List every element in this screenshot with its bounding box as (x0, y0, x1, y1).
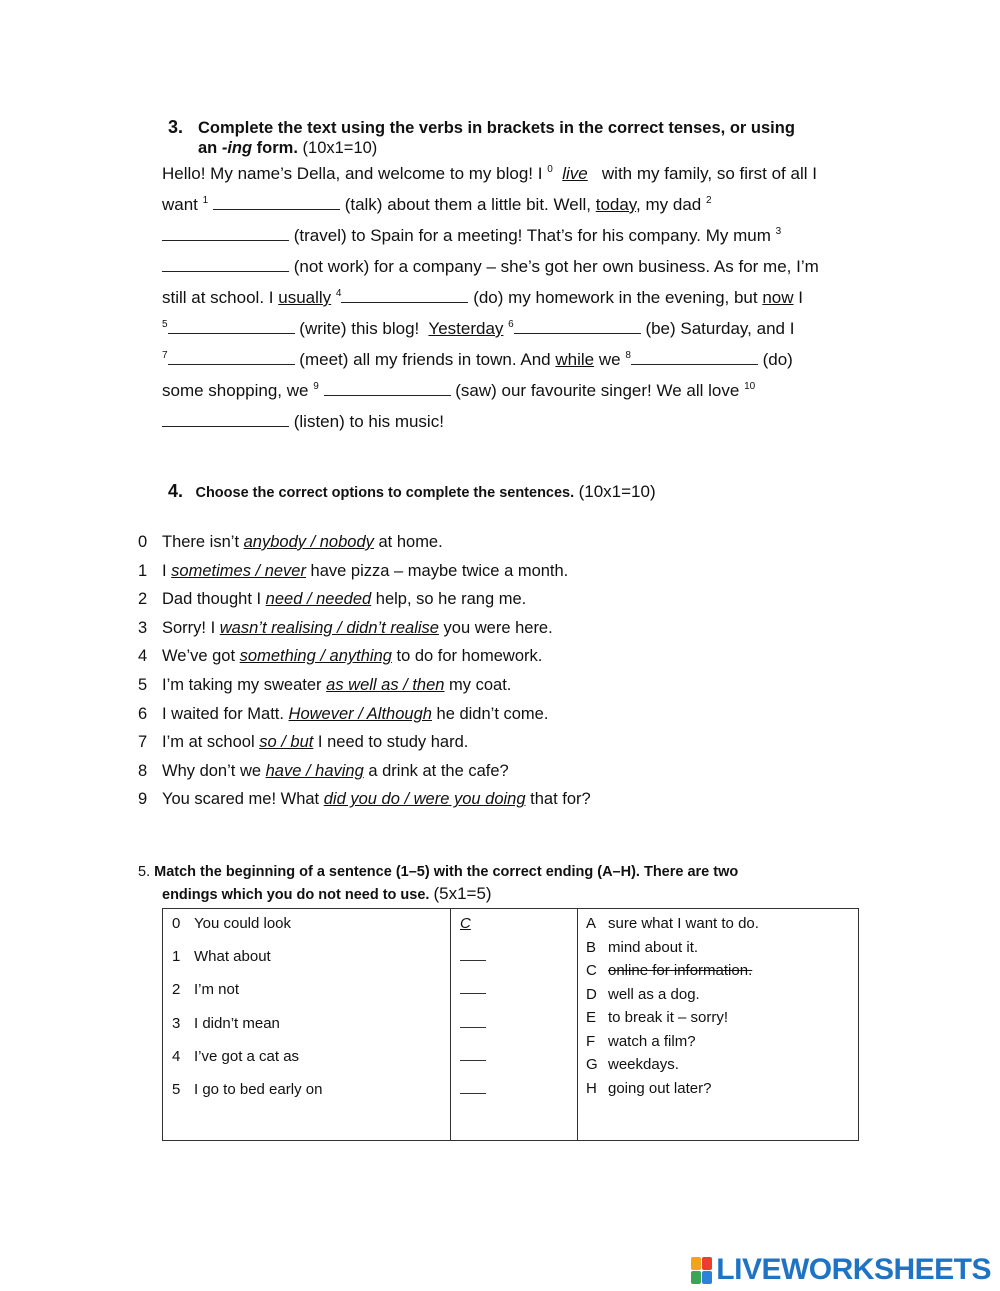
list-item: 0 There isn’t anybody / nobody at home. (138, 533, 443, 551)
option-pair[interactable]: wasn’t realising / didn’t realise (219, 618, 439, 637)
logo-text: LIVEWORKSHEETS (716, 1253, 991, 1286)
answer-cell (451, 973, 577, 1006)
option-pair[interactable]: did you do / were you doing (323, 790, 526, 809)
answer-blank[interactable] (460, 942, 486, 961)
text-line-8: some shopping, we $^9$ (saw) our favourite singer! We all love $^{10}$ (162, 381, 756, 400)
ending-row: E to break it – sorry! (586, 1009, 729, 1026)
text-line-1: Hello! My name’s Della, and welcome to my blog! I $^0$ live with my family, so first of all I (162, 164, 817, 183)
beginning-row: 3 I didn’t mean (172, 1014, 280, 1032)
answer-blank-6[interactable] (514, 318, 641, 334)
section-5-header-2 (162, 883, 492, 906)
section-4-instruction: Choose the correct options to complete the sentences. (195, 485, 575, 501)
list-item: 4 We’ve got something / anything to do for homework. (138, 647, 543, 666)
list-item: 8 Why don’t we have / having a drink at the cafe? (138, 761, 509, 780)
text-line-9: (listen) to his music! (162, 406, 862, 437)
answer-blank[interactable] (460, 975, 486, 994)
section-3-instruction-2: an -ing form. (10x1=10) (198, 139, 378, 157)
answer-blank-10[interactable] (162, 411, 289, 427)
instruction-line-1: Complete the text using the verbs in brackets in the correct tenses, or using (198, 119, 795, 137)
text-line-5: still at school. I usually $^4$ (do) my homework in the evening, but now I (162, 288, 803, 307)
option-pair[interactable]: need / needed (265, 590, 372, 609)
text-line-3: (travel) to Spain for a meeting! That’s for his company. My mum $^3$ (162, 220, 862, 251)
answer-blank-4[interactable] (341, 287, 468, 303)
section-5-instruction-1: Match the beginning of a sentence (1–5) with the correct ending (A–H). There are two (154, 864, 739, 880)
section-5-header (138, 862, 738, 883)
section-5-instruction-2: endings which you do not need to use. (162, 887, 430, 903)
answer-blank-3[interactable] (162, 256, 289, 272)
answer-blank-7[interactable] (168, 349, 295, 365)
beginning-row: 5 I go to bed early on (172, 1081, 323, 1099)
matching-table (162, 908, 859, 1141)
answers-column (451, 909, 578, 1141)
list-item: 3 Sorry! I wasn’t realising / didn’t realise you were here. (138, 618, 553, 637)
list-item: 5 I’m taking my sweater as well as / then my coat. (138, 675, 512, 694)
ending-row: F watch a film? (586, 1032, 696, 1050)
option-pair[interactable]: have / having (265, 761, 364, 780)
ending-row: D well as a dog. (586, 985, 700, 1003)
option-pair[interactable]: sometimes / never (171, 561, 306, 580)
text-line-6: $^5$ (write) this blog! Yesterday $^6$ (be) Saturday, and I (162, 319, 795, 338)
answer-blank-5[interactable] (168, 318, 295, 334)
liveworksheets-logo[interactable] (691, 1253, 991, 1287)
section-4-list (138, 528, 591, 814)
beginning-row: 0 You could look (172, 915, 292, 932)
answer-cell (451, 940, 577, 973)
list-item: 9 You scared me! What did you do / were you doing that for? (138, 790, 591, 809)
list-item: 6 I waited for Matt. However / Although he didn’t come. (138, 704, 549, 723)
list-item: 1 I sometimes / never have pizza – maybe twice a month. (138, 561, 569, 580)
ending-row: G weekdays. (586, 1056, 679, 1073)
ending-row: A sure what I want to do. (586, 915, 759, 932)
section-4-number: 4. (168, 481, 184, 501)
option-pair[interactable]: something / anything (239, 647, 392, 666)
ending-row: B mind about it. (586, 938, 699, 956)
section-5-score: (5x1=5) (433, 884, 492, 903)
list-item: 7 I’m at school so / but I need to study hard. (138, 733, 469, 752)
section-3-score: (10x1=10) (302, 139, 378, 157)
answer-cell (451, 1073, 577, 1106)
endings-column (578, 909, 859, 1141)
section-3-header (168, 117, 183, 138)
answer-blank[interactable] (460, 1042, 486, 1061)
example-answer-cell: C (460, 915, 471, 932)
option-pair[interactable]: anybody / nobody (243, 533, 374, 551)
option-pair[interactable]: so / but (259, 733, 314, 752)
beginning-row: 2 I’m not (172, 981, 240, 999)
answer-blank[interactable] (460, 1009, 486, 1028)
beginning-row: 4 I’ve got a cat as (172, 1047, 300, 1065)
list-item: 2 Dad thought I need / needed help, so he rang me. (138, 590, 527, 609)
section-3-text (162, 158, 862, 437)
ending-row: C online for information. (586, 962, 753, 979)
ending-row: H going out later? (586, 1079, 712, 1097)
beginning-row: 1 What about (172, 948, 271, 965)
section-4-score: (10x1=10) (578, 482, 656, 501)
logo-icon (691, 1257, 712, 1284)
answer-blank[interactable] (460, 1075, 486, 1094)
answer-blank-1[interactable] (213, 194, 340, 210)
section-5-number: 5. (138, 864, 151, 880)
answer-blank-8[interactable] (631, 349, 758, 365)
answer-cell (451, 1040, 577, 1073)
answer-blank-2[interactable] (162, 225, 289, 241)
answer-blank-9[interactable] (324, 380, 451, 396)
text-line-4: (not work) for a company – she’s got her own business. As for me, I’m (162, 251, 862, 282)
example-answer: live (562, 164, 588, 183)
text-line-7: $^7$ (meet) all my friends in town. And while we $^8$ (do) (162, 350, 793, 369)
section-3-number: 3. (168, 117, 184, 137)
option-pair[interactable]: as well as / then (326, 675, 445, 694)
beginnings-column (163, 909, 451, 1141)
text-line-2: want $^1$ (talk) about them a little bit. Well, today, my dad $^2$ (162, 195, 712, 214)
section-3-instruction (198, 118, 795, 139)
answer-cell (451, 1007, 577, 1040)
option-pair[interactable]: However / Although (288, 704, 432, 723)
section-4-header (168, 481, 656, 502)
used-ending: online for information. (608, 962, 753, 979)
